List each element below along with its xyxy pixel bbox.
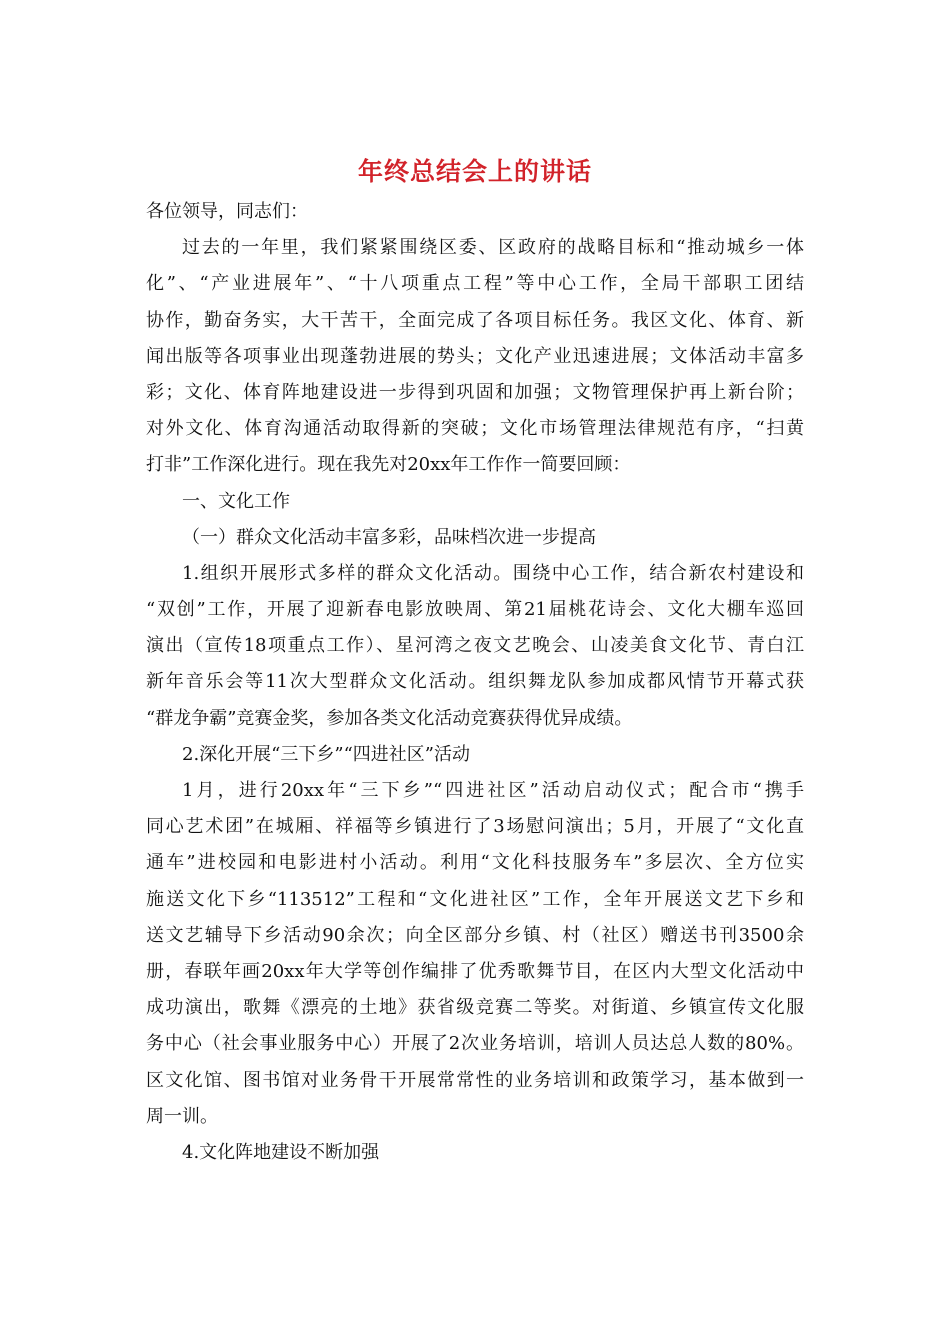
text-line: 过去的一年里，我们紧紧围绕区委、区政府的战略目标和“推动城乡一体: [182, 237, 804, 259]
document-body: [146, 194, 804, 1171]
text-line: （一）群众文化活动丰富多彩，品味档次进一步提高: [182, 526, 596, 548]
text-line: 施送文化下乡“113512”工程和“文化进社区”工作，全年开展送文艺下乡和: [146, 888, 804, 910]
text-line: 打非”工作深化进行。现在我先对20xx年工作作一简要回顾：: [146, 454, 631, 476]
text-line: 彩；文化、体育阵地建设进一步得到巩固和加强；文物管理保护再上新台阶；: [146, 381, 804, 403]
text-line: “群龙争霸”竞赛金奖，参加各类文化活动竞赛获得优异成绩。: [146, 707, 633, 729]
text-line: 各位领导，同志们：: [146, 201, 308, 222]
text-line: 通车”进校园和电影进村小活动。利用“文化科技服务车”多层次、全方位实: [146, 852, 804, 874]
text-line: 送文艺辅导下乡活动90余次；向全区部分乡镇、村（社区）赠送书刊3500余: [146, 924, 804, 946]
text-line: 闻出版等各项事业出现蓬勃进展的势头；文化产业迅速进展；文体活动丰富多: [146, 345, 804, 367]
text-line: 一、文化工作: [182, 490, 290, 512]
text-line: 1.组织开展形式多样的群众文化活动。围绕中心工作，结合新农村建设和: [182, 562, 804, 584]
text-line: 2.深化开展“三下乡”“四进社区”活动: [182, 743, 470, 765]
text-line: “双创”工作，开展了迎新春电影放映周、第21届桃花诗会、文化大棚车巡回: [146, 599, 804, 621]
text-line: 成功演出，歌舞《漂亮的土地》获省级竞赛二等奖。对街道、乡镇宣传文化服: [146, 997, 804, 1019]
text-line: 新年音乐会等11次大型群众文化活动。组织舞龙队参加成都风情节开幕式获: [146, 671, 804, 693]
text-line: 册，春联年画20xx年大学等创作编排了优秀歌舞节目，在区内大型文化活动中: [146, 960, 804, 982]
document-title: 年终总结会上的讲话: [357, 157, 592, 186]
text-line: 务中心（社会事业服务中心）开展了2次业务培训，培训人员达总人数的80%。: [146, 1033, 804, 1055]
text-line: 周一训。: [146, 1105, 218, 1127]
text-line: 化”、“产业进展年”、“十八项重点工程”等中心工作，全局干部职工团结: [146, 273, 804, 295]
text-line: 协作，勤奋务实，大干苦干，全面完成了各项目标任务。我区文化、体育、新: [146, 309, 804, 331]
text-line: 区文化馆、图书馆对业务骨干开展常常性的业务培训和政策学习，基本做到一: [146, 1069, 804, 1091]
text-line: 演出（宣传18项重点工作）、星河湾之夜文艺晚会、山凌美食文化节、青白江: [146, 635, 804, 657]
text-line: 1月，进行20xx年“三下乡”“四进社区”活动启动仪式；配合市“携手: [182, 780, 804, 801]
text-line: 对外文化、体育沟通活动取得新的突破；文化市场管理法律规范有序，“扫黄: [146, 418, 804, 440]
text-line: 4.文化阵地建设不断加强: [182, 1141, 380, 1163]
text-line: 同心艺术团”在城厢、祥福等乡镇进行了3场慰问演出；5月，开展了“文化直: [146, 816, 804, 838]
